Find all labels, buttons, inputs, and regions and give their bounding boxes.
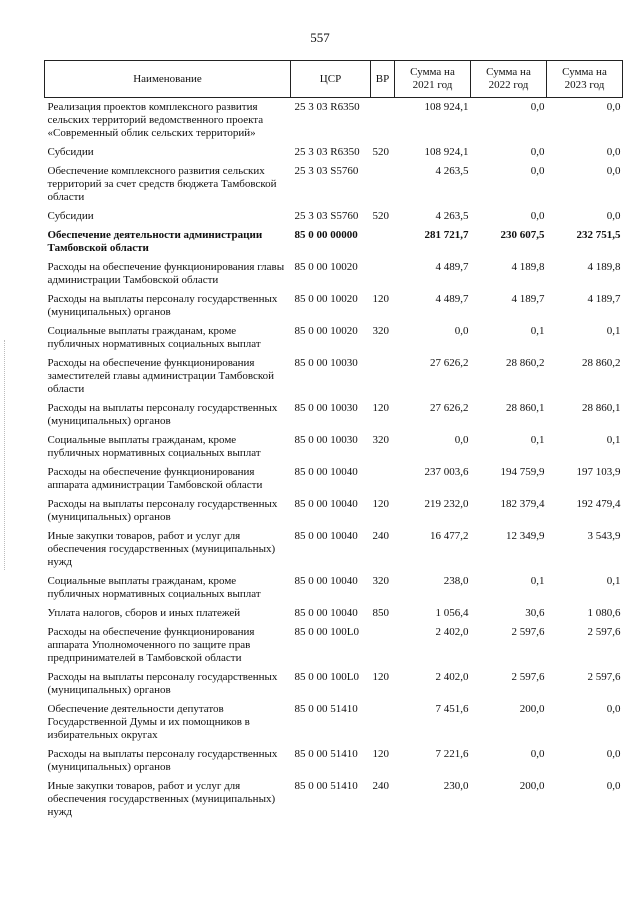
cell-sum-2022: 28 860,2 bbox=[506, 357, 545, 369]
cell-csr: 85 0 00 10020 bbox=[294, 261, 358, 273]
cell-csr: 25 3 03 S5760 bbox=[294, 210, 359, 222]
cell-csr: 85 0 00 10040 bbox=[294, 466, 358, 478]
table-header-row bbox=[45, 61, 623, 98]
cell-vr bbox=[371, 226, 395, 258]
cell-vr: 520 bbox=[372, 146, 389, 158]
cell-vr bbox=[371, 623, 395, 668]
cell-sum-2022: 0,0 bbox=[530, 165, 545, 177]
cell-vr bbox=[371, 162, 395, 207]
cell-sum-2022: 0,1 bbox=[530, 575, 545, 587]
cell-sum-2022: 0,1 bbox=[530, 434, 545, 446]
cell-sum-2023: 0,0 bbox=[606, 748, 621, 760]
cell-sum-2021: 27 626,2 bbox=[430, 402, 469, 414]
cell-sum-2023: 0,0 bbox=[606, 146, 621, 158]
table-row bbox=[45, 322, 623, 354]
cell-csr: 85 0 00 10040 bbox=[294, 498, 358, 510]
cell-sum-2023: 0,1 bbox=[606, 575, 621, 587]
cell-sum-2023: 0,0 bbox=[606, 780, 621, 792]
cell-csr: 85 0 00 10030 bbox=[294, 357, 358, 369]
cell-sum-2022: 0,0 bbox=[530, 101, 545, 113]
cell-sum-2022: 28 860,1 bbox=[506, 402, 545, 414]
page-number: 557 bbox=[310, 30, 330, 45]
cell-sum-2022: 0,1 bbox=[530, 325, 545, 337]
cell-sum-2021: 4 263,5 bbox=[435, 165, 469, 177]
cell-name: Расходы на обеспечение функционирования заместителей главы администрации Тамбовской области bbox=[47, 357, 275, 395]
table-row bbox=[45, 290, 623, 322]
cell-sum-2023: 2 597,6 bbox=[587, 626, 621, 638]
cell-sum-2021: 4 489,7 bbox=[435, 261, 469, 273]
cell-csr: 85 0 00 100L0 bbox=[294, 626, 359, 638]
cell-name: Реализация проектов комплексного развития сельских территорий ведомственного проекта «Современный облик сельских территорий» bbox=[47, 101, 264, 139]
cell-vr: 520 bbox=[372, 210, 389, 222]
cell-sum-2023: 4 189,7 bbox=[587, 293, 621, 305]
cell-sum-2022: 200,0 bbox=[519, 703, 545, 715]
cell-name: Расходы на выплаты персоналу государственных (муниципальных) органов bbox=[47, 293, 278, 318]
cell-name: Расходы на выплаты персоналу государственных (муниципальных) органов bbox=[47, 402, 278, 427]
cell-vr bbox=[371, 463, 395, 495]
header-sum-2021: Сумма на 2021 год bbox=[395, 61, 471, 98]
cell-name: Субсидии bbox=[47, 210, 94, 222]
cell-name: Иные закупки товаров, работ и услуг для обеспечения государственных (муниципальных) нужд bbox=[47, 780, 276, 818]
cell-sum-2023: 0,0 bbox=[606, 165, 621, 177]
cell-sum-2021: 2 402,0 bbox=[435, 671, 469, 683]
cell-name: Социальные выплаты гражданам, кроме публичных нормативных социальных выплат bbox=[47, 575, 261, 600]
cell-vr: 240 bbox=[372, 780, 389, 792]
cell-name: Расходы на обеспечение функционирования главы администрации Тамбовской области bbox=[47, 261, 285, 286]
table-row bbox=[45, 431, 623, 463]
cell-name: Обеспечение деятельности депутатов Государственной Думы и их помощников в избирательных округах bbox=[47, 703, 250, 741]
cell-sum-2022: 0,0 bbox=[530, 748, 545, 760]
cell-sum-2023: 0,0 bbox=[606, 703, 621, 715]
cell-sum-2021: 1 056,4 bbox=[435, 607, 469, 619]
cell-sum-2021: 27 626,2 bbox=[430, 357, 469, 369]
cell-csr: 25 3 03 R6350 bbox=[294, 146, 360, 158]
cell-name: Обеспечение деятельности администрации Тамбовской области bbox=[47, 229, 263, 254]
table-row bbox=[45, 777, 623, 822]
cell-vr bbox=[371, 258, 395, 290]
cell-csr: 85 0 00 10040 bbox=[294, 575, 358, 587]
table-row bbox=[45, 354, 623, 399]
cell-sum-2022: 12 349,9 bbox=[506, 530, 545, 542]
cell-name: Субсидии bbox=[47, 146, 94, 158]
cell-name: Обеспечение комплексного развития сельских территорий за счет средств бюджета Тамбовской области bbox=[47, 165, 277, 203]
cell-csr: 85 0 00 10020 bbox=[294, 293, 358, 305]
header-sum-2022: Сумма на 2022 год bbox=[471, 61, 547, 98]
cell-sum-2023: 232 751,5 bbox=[576, 229, 621, 241]
cell-csr: 85 0 00 100L0 bbox=[294, 671, 359, 683]
cell-sum-2022: 2 597,6 bbox=[511, 626, 545, 638]
header-name: Наименование bbox=[45, 61, 291, 98]
cell-vr: 120 bbox=[372, 748, 389, 760]
cell-sum-2021: 238,0 bbox=[443, 575, 469, 587]
cell-vr: 850 bbox=[372, 607, 389, 619]
cell-name: Иные закупки товаров, работ и услуг для обеспечения государственных (муниципальных) нужд bbox=[47, 530, 276, 568]
cell-sum-2023: 0,1 bbox=[606, 325, 621, 337]
cell-vr: 320 bbox=[372, 575, 389, 587]
cell-sum-2021: 281 721,7 bbox=[424, 229, 469, 241]
cell-sum-2021: 237 003,6 bbox=[424, 466, 469, 478]
cell-vr: 120 bbox=[372, 293, 389, 305]
cell-csr: 85 0 00 00000 bbox=[294, 229, 358, 241]
table-row bbox=[45, 623, 623, 668]
cell-csr: 25 3 03 R6350 bbox=[294, 101, 360, 113]
table-row bbox=[45, 495, 623, 527]
cell-sum-2021: 219 232,0 bbox=[424, 498, 469, 510]
cell-sum-2023: 2 597,6 bbox=[587, 671, 621, 683]
cell-vr: 240 bbox=[372, 530, 389, 542]
cell-vr: 120 bbox=[372, 402, 389, 414]
cell-name: Социальные выплаты гражданам, кроме публичных нормативных социальных выплат bbox=[47, 325, 261, 350]
cell-name: Расходы на обеспечение функционирования аппарата администрации Тамбовской области bbox=[47, 466, 263, 491]
cell-sum-2021: 4 489,7 bbox=[435, 293, 469, 305]
cell-sum-2023: 28 860,2 bbox=[582, 357, 621, 369]
cell-sum-2021: 4 263,5 bbox=[435, 210, 469, 222]
cell-vr bbox=[371, 700, 395, 745]
header-sum-2023: Сумма на 2023 год bbox=[547, 61, 623, 98]
cell-vr: 120 bbox=[372, 498, 389, 510]
table-row bbox=[45, 604, 623, 623]
cell-sum-2023: 192 479,4 bbox=[576, 498, 621, 510]
cell-sum-2022: 0,0 bbox=[530, 210, 545, 222]
cell-csr: 85 0 00 10030 bbox=[294, 434, 358, 446]
cell-sum-2023: 3 543,9 bbox=[587, 530, 621, 542]
cell-sum-2021: 7 221,6 bbox=[435, 748, 469, 760]
cell-sum-2022: 200,0 bbox=[519, 780, 545, 792]
cell-sum-2021: 230,0 bbox=[443, 780, 469, 792]
cell-sum-2023: 28 860,1 bbox=[582, 402, 621, 414]
cell-sum-2021: 108 924,1 bbox=[424, 146, 469, 158]
header-csr: ЦСР bbox=[291, 61, 371, 98]
cell-sum-2021: 0,0 bbox=[454, 325, 469, 337]
cell-name: Расходы на выплаты персоналу государственных (муниципальных) органов bbox=[47, 498, 278, 523]
header-vr: ВР bbox=[371, 61, 395, 98]
cell-sum-2023: 1 080,6 bbox=[587, 607, 621, 619]
cell-csr: 85 0 00 51410 bbox=[294, 703, 358, 715]
table-row bbox=[45, 745, 623, 777]
table-row bbox=[45, 98, 623, 144]
budget-table bbox=[44, 60, 623, 822]
cell-sum-2023: 4 189,8 bbox=[587, 261, 621, 273]
table-row bbox=[45, 572, 623, 604]
cell-sum-2023: 0,0 bbox=[606, 210, 621, 222]
cell-sum-2022: 230 607,5 bbox=[500, 229, 545, 241]
cell-csr: 85 0 00 10040 bbox=[294, 607, 358, 619]
cell-sum-2021: 16 477,2 bbox=[430, 530, 469, 542]
cell-sum-2022: 194 759,9 bbox=[500, 466, 545, 478]
cell-sum-2022: 182 379,4 bbox=[500, 498, 545, 510]
cell-sum-2023: 0,0 bbox=[606, 101, 621, 113]
table-row bbox=[45, 162, 623, 207]
scan-margin-mark bbox=[4, 340, 8, 570]
cell-vr: 320 bbox=[372, 434, 389, 446]
cell-name: Расходы на обеспечение функционирования аппарата Уполномоченного по защите прав предпринимателей в Тамбовской области bbox=[47, 626, 255, 664]
cell-sum-2023: 197 103,9 bbox=[576, 466, 621, 478]
cell-sum-2021: 2 402,0 bbox=[435, 626, 469, 638]
cell-name: Расходы на выплаты персоналу государственных (муниципальных) органов bbox=[47, 671, 278, 696]
cell-sum-2022: 0,0 bbox=[530, 146, 545, 158]
cell-name: Уплата налогов, сборов и иных платежей bbox=[47, 607, 241, 619]
cell-name: Социальные выплаты гражданам, кроме публичных нормативных социальных выплат bbox=[47, 434, 261, 459]
cell-csr: 85 0 00 10020 bbox=[294, 325, 358, 337]
table-row bbox=[45, 700, 623, 745]
cell-csr: 85 0 00 51410 bbox=[294, 780, 358, 792]
table-row bbox=[45, 258, 623, 290]
cell-sum-2022: 2 597,6 bbox=[511, 671, 545, 683]
table-row bbox=[45, 207, 623, 226]
table-row bbox=[45, 399, 623, 431]
cell-sum-2022: 4 189,8 bbox=[511, 261, 545, 273]
cell-sum-2021: 108 924,1 bbox=[424, 101, 469, 113]
table-row bbox=[45, 668, 623, 700]
cell-sum-2022: 4 189,7 bbox=[511, 293, 545, 305]
cell-csr: 85 0 00 51410 bbox=[294, 748, 358, 760]
cell-csr: 25 3 03 S5760 bbox=[294, 165, 359, 177]
cell-sum-2021: 7 451,6 bbox=[435, 703, 469, 715]
table-row bbox=[45, 226, 623, 258]
cell-vr bbox=[371, 98, 395, 144]
cell-vr: 120 bbox=[372, 671, 389, 683]
cell-sum-2021: 0,0 bbox=[454, 434, 469, 446]
cell-csr: 85 0 00 10030 bbox=[294, 402, 358, 414]
table-row bbox=[45, 527, 623, 572]
cell-sum-2022: 30,6 bbox=[525, 607, 545, 619]
cell-vr bbox=[371, 354, 395, 399]
table-row bbox=[45, 143, 623, 162]
cell-sum-2023: 0,1 bbox=[606, 434, 621, 446]
cell-csr: 85 0 00 10040 bbox=[294, 530, 358, 542]
cell-name: Расходы на выплаты персоналу государственных (муниципальных) органов bbox=[47, 748, 278, 773]
table-row bbox=[45, 463, 623, 495]
cell-vr: 320 bbox=[372, 325, 389, 337]
